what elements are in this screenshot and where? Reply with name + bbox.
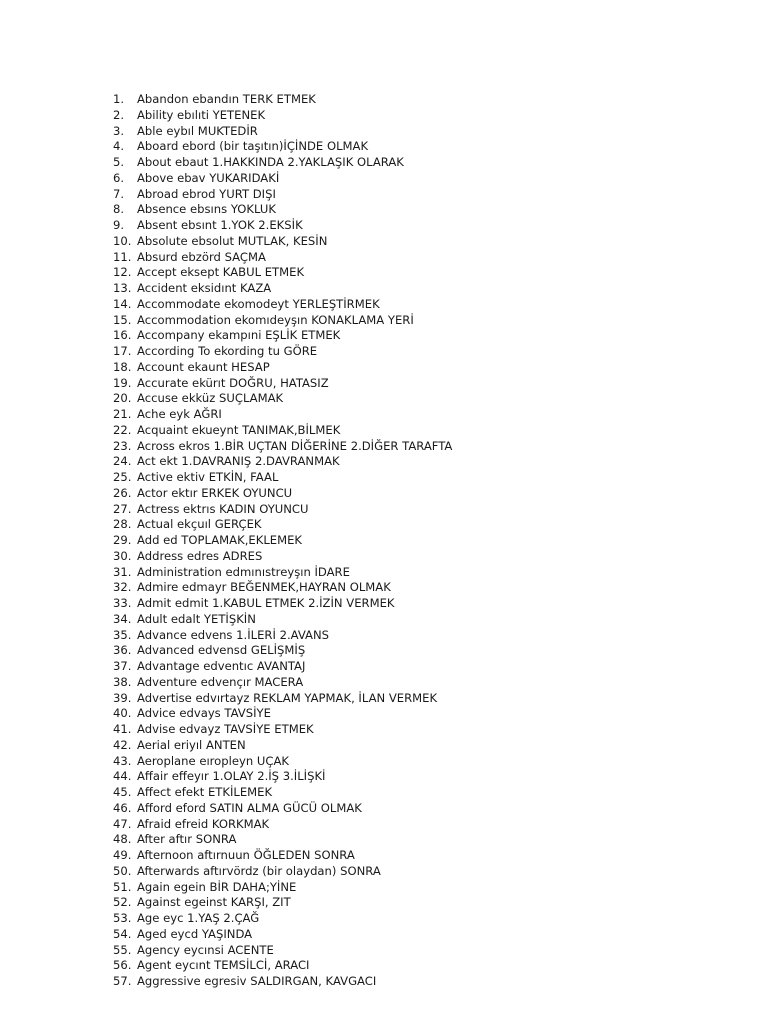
item-number: 15. (113, 312, 132, 327)
item-text: Address edres ADRES (137, 548, 263, 563)
list-item (113, 391, 452, 407)
list-item (113, 376, 452, 392)
list-item (113, 92, 452, 108)
item-text: Against egeinst KARŞI, ZIT (137, 895, 291, 910)
list-item (113, 643, 452, 659)
item-text: Aggressive egresiv SALDIRGAN, KAVGACI (137, 974, 377, 988)
list-item (113, 659, 452, 675)
list-item (113, 769, 452, 785)
item-number: 19. (113, 375, 132, 390)
item-number: 16. (113, 328, 132, 343)
item-text: Again egein BİR DAHA;YİNE (137, 879, 297, 894)
item-text: Accept eksept KABUL ETMEK (137, 265, 305, 280)
item-text: Advance edvens 1.İLERİ 2.AVANS (137, 627, 329, 642)
item-number: 24. (113, 454, 132, 469)
item-text: Above ebav YUKARIDAKİ (137, 170, 280, 185)
item-text: Absent ebsınt 1.YOK 2.EKSİK (137, 218, 303, 232)
item-number: 38. (113, 674, 132, 689)
item-text: Afford eford SATIN ALMA GÜCÜ OLMAK (137, 800, 362, 815)
item-number: 37. (113, 659, 132, 673)
list-item (113, 943, 452, 959)
item-text: According To ekording tu GÖRE (137, 344, 318, 358)
item-text: Afterwards aftırvördz (bir olaydan) SONRA (137, 863, 381, 878)
item-number: 2. (113, 107, 125, 122)
item-text: Abroad ebrod YURT DIŞI (137, 186, 276, 201)
item-number: 56. (113, 958, 132, 973)
list-item (113, 344, 452, 360)
item-text: Active ektiv ETKİN, FAAL (137, 470, 279, 484)
list-item (113, 565, 452, 581)
item-number: 33. (113, 596, 132, 610)
item-number: 13. (113, 281, 132, 295)
item-number: 3. (113, 123, 125, 138)
item-number: 27. (113, 501, 132, 516)
list-item (113, 124, 452, 140)
item-text: Agency eycınsi ACENTE (137, 942, 274, 957)
item-number: 31. (113, 564, 132, 579)
list-item (113, 470, 452, 486)
item-text: Absolute ebsolut MUTLAK, KESİN (137, 233, 328, 248)
list-item (113, 108, 452, 124)
item-text: Actor ektır ERKEK OYUNCU (137, 485, 293, 500)
item-text: Affect efekt ETKİLEMEK (137, 785, 273, 799)
item-text: Actual ekçuıl GERÇEK (137, 517, 262, 532)
item-text: Absurd ebzörd SAÇMA (137, 249, 266, 264)
list-item (113, 407, 452, 423)
item-number: 52. (113, 895, 132, 910)
item-number: 44. (113, 769, 132, 784)
list-item (113, 502, 452, 518)
item-text: Advice edvays TAVSİYE (137, 706, 271, 721)
list-item (113, 423, 452, 439)
item-number: 49. (113, 848, 132, 862)
item-number: 54. (113, 926, 132, 941)
item-text: Add ed TOPLAMAK,EKLEMEK (137, 533, 303, 547)
list-item (113, 911, 452, 927)
list-item (113, 313, 452, 329)
list-item (113, 580, 452, 596)
item-number: 6. (113, 170, 125, 185)
item-number: 55. (113, 942, 132, 957)
list-item (113, 139, 452, 155)
list-item (113, 250, 452, 266)
item-number: 39. (113, 690, 132, 705)
item-text: Absence ebsıns YOKLUK (137, 202, 276, 217)
item-text: Ache eyk AĞRI (137, 407, 222, 421)
item-text: Act ekt 1.DAVRANIŞ 2.DAVRANMAK (137, 454, 340, 469)
list-item (113, 234, 452, 250)
list-item (113, 596, 452, 612)
list-item (113, 958, 452, 974)
item-text: Adventure edvençır MACERA (137, 674, 304, 689)
item-text: Adult edalt YETİŞKİN (137, 611, 256, 626)
list-item (113, 927, 452, 943)
item-text: Acquaint ekueynt TANIMAK,BİLMEK (137, 422, 341, 437)
item-text: Afternoon aftırnuun ÖĞLEDEN SONRA (137, 848, 355, 862)
item-text: Aerial eriyıl ANTEN (137, 737, 246, 752)
item-number: 47. (113, 816, 132, 831)
list-item (113, 281, 452, 297)
list-item (113, 202, 452, 218)
item-number: 30. (113, 548, 132, 563)
item-text: Abandon ebandın TERK ETMEK (137, 92, 316, 106)
list-item (113, 880, 452, 896)
item-number: 10. (113, 233, 132, 248)
item-number: 5. (113, 155, 125, 169)
list-item (113, 328, 452, 344)
item-number: 40. (113, 706, 132, 721)
item-text: Accident eksidınt KAZA (137, 281, 272, 295)
item-number: 18. (113, 359, 132, 374)
list-item (113, 691, 452, 707)
list-item (113, 864, 452, 880)
item-text: Accompany ekampıni EŞLİK ETMEK (137, 328, 341, 343)
item-text: Advanced edvensd GELİŞMİŞ (137, 643, 306, 658)
item-text: Age eyc 1.YAŞ 2.ÇAĞ (137, 911, 260, 925)
list-item (113, 297, 452, 313)
item-text: Afraid efreid KORKMAK (137, 816, 270, 831)
item-text: Aeroplane eıropleyn UÇAK (137, 753, 289, 768)
list-item (113, 171, 452, 187)
item-number: 7. (113, 186, 125, 201)
list-item (113, 265, 452, 281)
list-item (113, 218, 452, 234)
list-item (113, 187, 452, 203)
item-number: 36. (113, 643, 132, 658)
item-text: Agent eycınt TEMSİLCİ, ARACI (137, 958, 310, 973)
item-number: 35. (113, 627, 132, 642)
list-item (113, 549, 452, 565)
item-number: 22. (113, 422, 132, 437)
item-number: 25. (113, 470, 132, 484)
item-number: 26. (113, 485, 132, 500)
list-item (113, 454, 452, 470)
item-number: 21. (113, 407, 132, 421)
item-number: 42. (113, 737, 132, 752)
item-text: Accommodation ekomıdeyşın KONAKLAMA YERİ (137, 312, 414, 327)
item-text: Advantage edventıc AVANTAJ (137, 659, 306, 673)
item-text: Admire edmayr BEĞENMEK,HAYRAN OLMAK (137, 580, 391, 595)
item-number: 1. (113, 92, 125, 106)
item-text: Ability ebılıti YETENEK (137, 107, 266, 122)
list-item (113, 675, 452, 691)
item-number: 23. (113, 438, 132, 453)
item-text: Advertise edvırtayz REKLAM YAPMAK, İLAN VERMEK (137, 690, 438, 705)
item-text: Administration edmınıstreyşın İDARE (137, 564, 350, 579)
item-number: 48. (113, 832, 132, 847)
list-item (113, 785, 452, 801)
item-text: Account ekaunt HESAP (137, 359, 270, 374)
item-text: Aboard ebord (bir taşıtın)İÇİNDE OLMAK (137, 139, 369, 154)
item-text: Admit edmit 1.KABUL ETMEK 2.İZİN VERMEK (137, 596, 395, 610)
item-number: 50. (113, 863, 132, 878)
item-number: 12. (113, 265, 132, 280)
list-item (113, 360, 452, 376)
item-number: 46. (113, 800, 132, 815)
item-number: 4. (113, 139, 125, 154)
list-item (113, 439, 452, 455)
item-number: 17. (113, 344, 132, 358)
item-number: 8. (113, 202, 125, 217)
list-item (113, 612, 452, 628)
item-number: 45. (113, 785, 132, 799)
item-number: 57. (113, 974, 132, 988)
list-item (113, 706, 452, 722)
item-text: Able eybıl MUKTEDİR (137, 123, 258, 138)
list-item (113, 628, 452, 644)
list-item (113, 517, 452, 533)
vocabulary-list (113, 92, 452, 990)
list-item (113, 155, 452, 171)
item-number: 32. (113, 580, 132, 595)
item-text: Accurate ekürıt DOĞRU, HATASIZ (137, 375, 329, 390)
item-number: 20. (113, 391, 132, 406)
item-number: 51. (113, 879, 132, 894)
item-text: Across ekros 1.BİR UÇTAN DİĞERİNE 2.DİĞER TARAFTA (137, 438, 453, 453)
item-text: After aftır SONRA (137, 832, 237, 847)
list-item (113, 801, 452, 817)
list-item (113, 832, 452, 848)
list-item (113, 738, 452, 754)
item-text: Aged eycd YAŞINDA (137, 926, 253, 941)
item-text: Affair effeyır 1.OLAY 2.İŞ 3.İLİŞKİ (137, 769, 326, 784)
item-number: 34. (113, 611, 132, 626)
item-number: 14. (113, 296, 132, 311)
list-item (113, 974, 452, 990)
item-text: Accuse ekküz SUÇLAMAK (137, 391, 284, 406)
item-number: 9. (113, 218, 125, 232)
list-item (113, 848, 452, 864)
item-text: Advise edvayz TAVSİYE ETMEK (137, 722, 314, 736)
item-number: 11. (113, 249, 132, 264)
list-item (113, 895, 452, 911)
item-number: 29. (113, 533, 132, 547)
item-number: 53. (113, 911, 132, 925)
item-text: Accommodate ekomodeyt YERLEŞTİRMEK (137, 296, 380, 311)
list-item (113, 722, 452, 738)
list-item (113, 533, 452, 549)
item-number: 28. (113, 517, 132, 532)
list-item (113, 817, 452, 833)
list-item (113, 754, 452, 770)
item-number: 41. (113, 722, 132, 736)
item-text: Actress ektrıs KADIN OYUNCU (137, 501, 309, 516)
item-text: About ebaut 1.HAKKINDA 2.YAKLAŞIK OLARAK (137, 155, 404, 169)
item-number: 43. (113, 753, 132, 768)
list-item (113, 486, 452, 502)
